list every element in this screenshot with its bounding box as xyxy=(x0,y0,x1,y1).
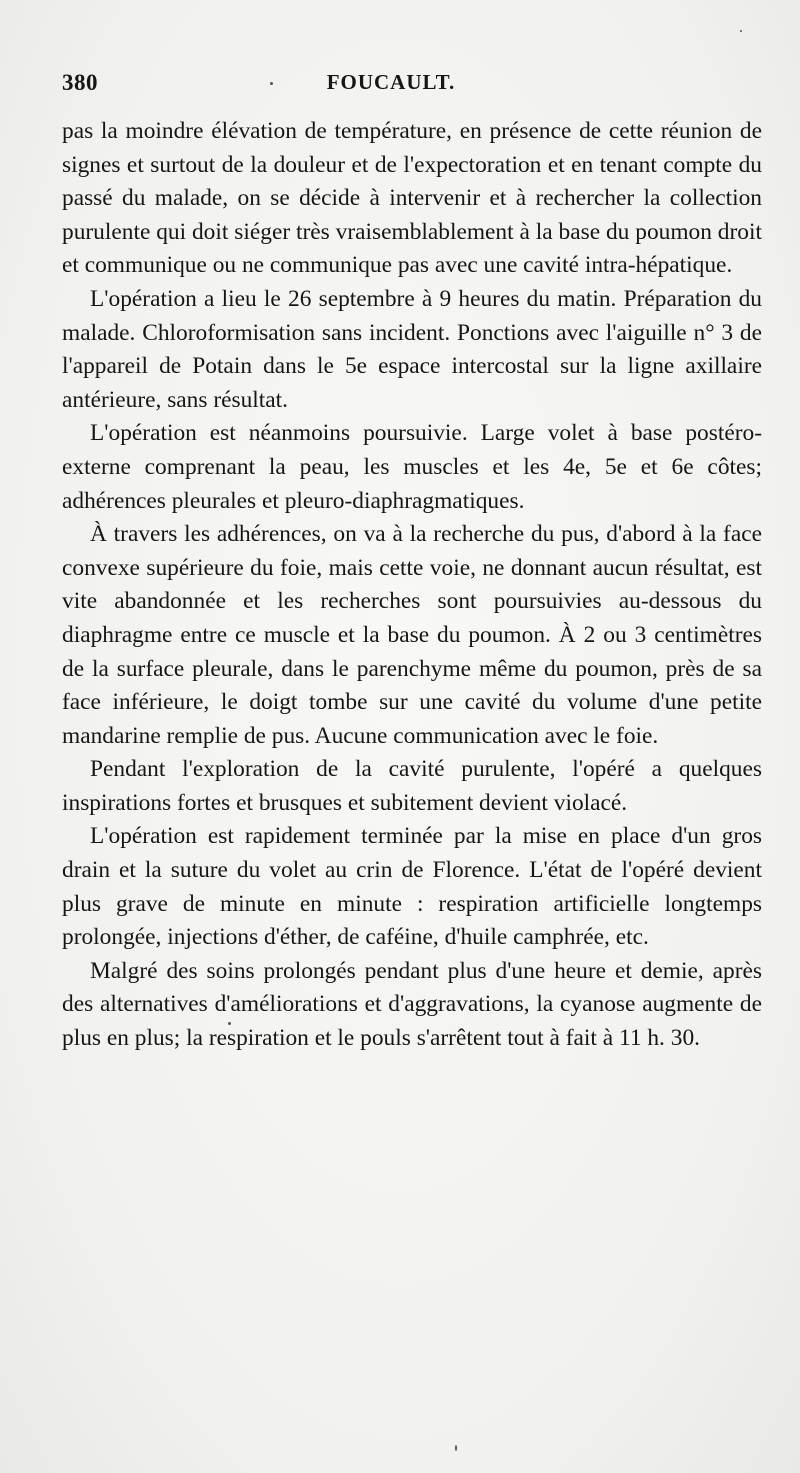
paper-speck xyxy=(228,1022,231,1025)
paragraph: L'opération a lieu le 26 septembre à 9 heures du matin. Préparation du malade. Chloroformisation sans incident. Ponctions avec l'aiguille n° 3 de l'appareil de Potain dans le 5e espace intercostal sur la ligne axillaire antérieure, sans résultat. xyxy=(62,285,762,413)
paper-speck xyxy=(455,1445,457,1451)
running-head: FOUCAULT. xyxy=(326,70,456,94)
paper-speck xyxy=(270,82,273,85)
paragraph: À travers les adhérences, on va à la recherche du pus, d'abord à la face convexe supérieure du foie, mais cette voie, ne donnant aucun résultat, est vite abandonnée et les recherches sont poursuivies au-dessous du diaphragme entre ce muscle et la base du poumon. À 2 ou 3 centimètres de la surface pleurale, dans le parenchyme même du poumon, près de sa face inférieure, le doigt tombe sur une cavité du volume d'une petite mandarine remplie de pus. Aucune communication avec le foie. xyxy=(62,521,762,749)
paragraph: L'opération est rapidement terminée par la mise en place d'un gros drain et la suture du volet au crin de Florence. L'état de l'opéré devient plus grave de minute en minute : respiration artificielle longtemps prolongée, injections d'éther, de caféine, d'huile camphrée, etc. xyxy=(62,823,762,951)
paragraph: Malgré des soins prolongés pendant plus d'une heure et demie, après des alternatives d'améliorations et d'aggravations, la cyanose augmente de plus en plus; la respiration et le pouls s'arrêtent tout à fait à 11 h. 30. xyxy=(62,957,762,1052)
paragraph: Pendant l'exploration de la cavité purulente, l'opéré a quelques inspirations fortes et brusques et subitement devient violacé. xyxy=(62,756,762,816)
paper-speck xyxy=(740,30,742,32)
page-number: 380 xyxy=(62,70,98,95)
paragraph: L'opération est néanmoins poursuivie. Large volet à base postéro-externe comprenant la peau, les muscles et les 4e, 5e et 6e côtes; adhérences pleurales et pleuro-diaphragmatiques. xyxy=(62,420,762,514)
paragraph: pas la moindre élévation de température, en présence de cette réunion de signes et surtout de la douleur et de l'expectoration et en tenant compte du passé du malade, on se décide à intervenir et à rechercher la collection purulente qui doit siéger très vraisemblablement à la base du poumon droit et communique ou ne communique pas avec une cavité intra-hépatique. xyxy=(62,118,762,279)
page-header xyxy=(62,70,760,106)
body-text xyxy=(62,115,762,1056)
